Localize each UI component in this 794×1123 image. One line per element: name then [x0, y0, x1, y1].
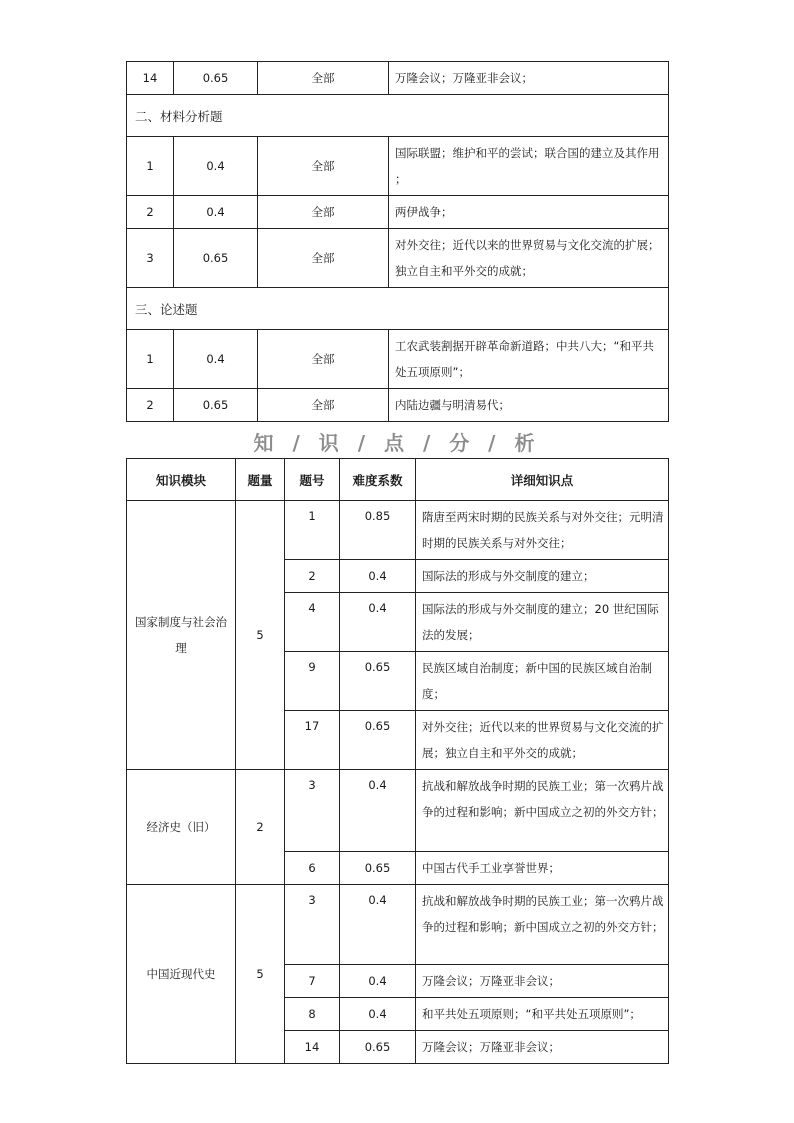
- difficulty: 0.4: [340, 998, 416, 1031]
- detail-points: 国际法的形成与外交制度的建立；20 世纪国际法的发展；: [416, 593, 669, 652]
- table-row: [127, 389, 669, 422]
- knowledge-points: 对外交往；近代以来的世界贸易与文化交流的扩展；独立自主和平外交的成就；: [389, 229, 669, 288]
- section-row: [127, 95, 669, 137]
- question-count: 2: [236, 770, 285, 885]
- question-number: 3: [127, 229, 174, 288]
- detail-points: 抗战和解放战争时期的民族工业；第一次鸦片战争的过程和影响；新中国成立之初的外交方针；: [416, 770, 669, 852]
- detail-points: 中国古代手工业享誉世界；: [416, 852, 669, 885]
- question-number: 17: [285, 711, 340, 770]
- section-row: [127, 288, 669, 330]
- header-detail: 详细知识点: [416, 459, 669, 501]
- table-row: [127, 62, 669, 95]
- table-row: [127, 137, 669, 196]
- knowledge-points: 万隆会议；万隆亚非会议；: [389, 62, 669, 95]
- difficulty: 0.85: [340, 501, 416, 560]
- question-count: 5: [236, 501, 285, 770]
- question-number: 3: [285, 885, 340, 965]
- question-number: 4: [285, 593, 340, 652]
- difficulty: 0.4: [174, 137, 258, 196]
- detail-points: 隋唐至两宋时期的民族关系与对外交往；元明清时期的民族关系与对外交往；: [416, 501, 669, 560]
- knowledge-points: 工农武装割据开辟革命新道路；中共八大；“和平共处五项原则”；: [389, 330, 669, 389]
- section-heading: 知 / 识 / 点 / 分 / 析: [253, 431, 541, 455]
- question-number: 6: [285, 852, 340, 885]
- scope: 全部: [258, 389, 389, 422]
- difficulty: 0.65: [174, 389, 258, 422]
- table-row: [127, 501, 669, 560]
- scope: 全部: [258, 196, 389, 229]
- question-number: 1: [285, 501, 340, 560]
- table-row: [127, 196, 669, 229]
- detail-points: 国际法的形成与外交制度的建立；: [416, 560, 669, 593]
- question-table: [126, 61, 669, 422]
- difficulty: 0.65: [340, 1031, 416, 1064]
- header-module: 知识模块: [127, 459, 236, 501]
- detail-points: 民族区域自治制度；新中国的民族区域自治制度；: [416, 652, 669, 711]
- question-number: 1: [127, 137, 174, 196]
- difficulty: 0.4: [174, 196, 258, 229]
- knowledge-table: [126, 458, 669, 1064]
- header-difficulty: 难度系数: [340, 459, 416, 501]
- difficulty: 0.65: [174, 62, 258, 95]
- detail-points: 抗战和解放战争时期的民族工业；第一次鸦片战争的过程和影响；新中国成立之初的外交方针；: [416, 885, 669, 965]
- question-number: 3: [285, 770, 340, 852]
- table-row: [127, 885, 669, 965]
- scope: 全部: [258, 62, 389, 95]
- section-title: 三、论述题: [127, 288, 669, 330]
- question-number: 14: [285, 1031, 340, 1064]
- difficulty: 0.4: [340, 560, 416, 593]
- table-row: [127, 330, 669, 389]
- module-name: 国家制度与社会治理: [127, 501, 236, 770]
- section-title: 二、材料分析题: [127, 95, 669, 137]
- header-qnum: 题号: [285, 459, 340, 501]
- detail-points: 万隆会议；万隆亚非会议；: [416, 965, 669, 998]
- question-number: 1: [127, 330, 174, 389]
- detail-points: 和平共处五项原则；“和平共处五项原则”；: [416, 998, 669, 1031]
- difficulty: 0.65: [340, 852, 416, 885]
- table-row: [127, 229, 669, 288]
- difficulty: 0.4: [340, 885, 416, 965]
- knowledge-points: 内陆边疆与明清易代；: [389, 389, 669, 422]
- difficulty: 0.65: [174, 229, 258, 288]
- question-number: 2: [285, 560, 340, 593]
- difficulty: 0.4: [340, 593, 416, 652]
- detail-points: 万隆会议；万隆亚非会议；: [416, 1031, 669, 1064]
- question-number: 2: [127, 389, 174, 422]
- difficulty: 0.4: [174, 330, 258, 389]
- header-row: [127, 459, 669, 501]
- detail-points: 对外交往；近代以来的世界贸易与文化交流的扩展；独立自主和平外交的成就；: [416, 711, 669, 770]
- difficulty: 0.4: [340, 770, 416, 852]
- module-name: 中国近现代史: [127, 885, 236, 1064]
- question-number: 9: [285, 652, 340, 711]
- knowledge-points: 两伊战争；: [389, 196, 669, 229]
- table-row: [127, 770, 669, 852]
- question-number: 7: [285, 965, 340, 998]
- header-count: 题量: [236, 459, 285, 501]
- question-number: 14: [127, 62, 174, 95]
- scope: 全部: [258, 229, 389, 288]
- question-number: 8: [285, 998, 340, 1031]
- scope: 全部: [258, 137, 389, 196]
- knowledge-points: 国际联盟；维护和平的尝试；联合国的建立及其作用 ；: [389, 137, 669, 196]
- question-count: 5: [236, 885, 285, 1064]
- difficulty: 0.65: [340, 652, 416, 711]
- difficulty: 0.65: [340, 711, 416, 770]
- module-name: 经济史（旧）: [127, 770, 236, 885]
- question-number: 2: [127, 196, 174, 229]
- difficulty: 0.4: [340, 965, 416, 998]
- scope: 全部: [258, 330, 389, 389]
